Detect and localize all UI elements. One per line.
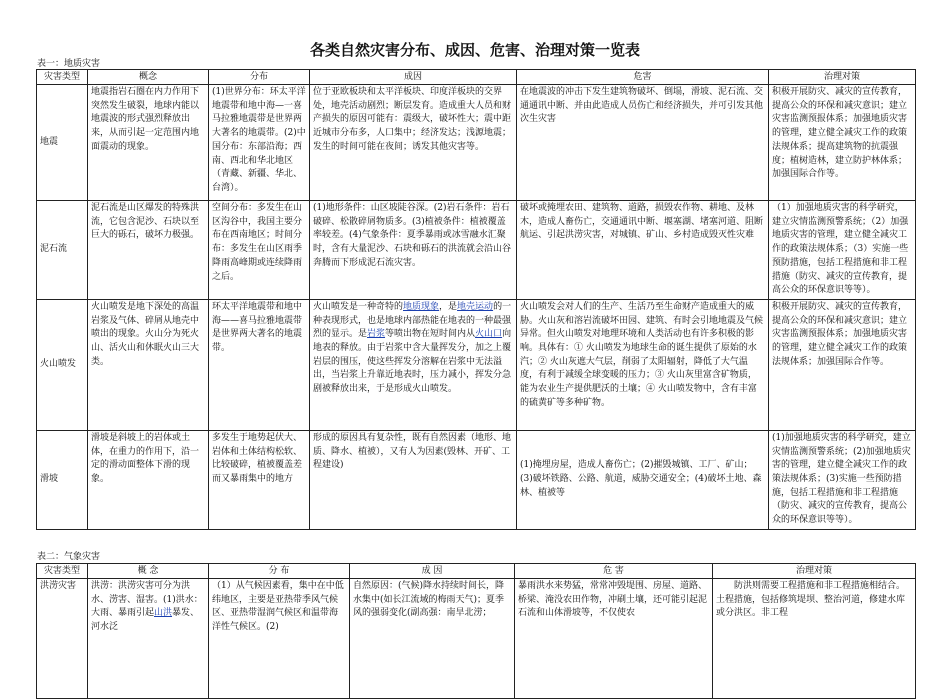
disaster-type: 地震	[37, 85, 88, 201]
cause-cell	[310, 299, 517, 430]
measures-cell: 积极开展防灾、减灾的宣传教育，提高公众的环保和减灾意识；建立灾害监测预报体系；加强地质灾害的管理，建立健全减灾工作的政策法规体系；加强国际合作等。	[769, 299, 916, 430]
concept-cell: 火山喷发是地下深处的高温岩浆及气体、碎屑从地壳中喷出的现象。火山分为死火山、活火山和休眠火山三大类。	[88, 299, 209, 430]
header-harm: 危 害	[515, 564, 713, 579]
distribution-cell: (1)世界分布：环太平洋地震带和地中海—一喜马拉雅地震带是世界两大著名的地震带。(2)中国分布：东部沿海；西南、西北和华北地区（青藏、新疆、华北、台湾）。	[209, 85, 310, 201]
header-cause: 成 因	[350, 564, 515, 579]
geology-link[interactable]: 地质现象	[403, 301, 440, 312]
disaster-type: 洪涝灾害	[37, 579, 88, 699]
harm-cell: 在地震波的冲击下发生建筑物破坏、倒塌，滑坡、泥石流、交通通讯中断、并由此造成人员伤亡和经济损失，并可引发其他次生灾害	[517, 85, 769, 201]
cause-cell: 自然原因：(气候)降水持续时间长，降水集中(如长江流域的梅雨天气)；夏季风的强弱变化(副高强：南旱北涝；	[350, 579, 515, 699]
disaster-type: 火山喷发	[37, 299, 88, 430]
concept-text: 洪涝：洪涝灾害可分为洪水、涝害、湿害。(1)洪水：大雨、暴雨引起	[91, 581, 203, 619]
distribution-cell: 多发生于地势起伏大、岩体和土体结构松软、比较破碎，植被覆盖差而又暴雨集中的地方	[209, 430, 310, 529]
measures-cell: （1）加强地质灾害的科学研究，建立灾情监测预警系统；（2）加强地质灾害的管理，建立健全减灾工作的政策法规体系；（3）实施一些预防措施，包括工程措施和非工程措施（防灾、减灾的宣传教育，提高公众的环保意识等等）。	[769, 201, 916, 300]
magma-link[interactable]: 岩浆	[367, 329, 386, 340]
disaster-type: 滑坡	[37, 430, 88, 529]
header-distribution: 分布	[209, 70, 310, 85]
cause-text: 火山喷发是一种奇特的	[313, 301, 404, 312]
harm-cell: 破坏或掩埋农田、建筑物、道路，损毁农作物、耕地、及林木，造成人畜伤亡，交通通讯中断、堰塞湖、堵塞河道、阻断航运、引起洪涝灾害，对城镇、矿山、乡村造成毁灭性灾难	[517, 201, 769, 300]
page-title: 各类自然灾害分布、成因、危害、治理对策一览表	[309, 41, 640, 59]
weather-table	[36, 563, 916, 699]
distribution-cell: （1）从气候因素看，集中在中低纬地区，主要是亚热带季风气候区、亚热带湿润气候区和温带海洋性气候区。(2)	[209, 579, 350, 699]
concept-text: 暴发、河水泛	[91, 608, 200, 633]
table2-caption: 表二：气象灾害	[37, 552, 101, 562]
table-row	[37, 579, 916, 699]
header-row	[37, 70, 916, 85]
table-row	[37, 201, 916, 300]
table-row	[37, 430, 916, 529]
header-type: 灾害类型	[37, 564, 88, 579]
distribution-cell: 空间分布：多发生在山区沟谷中，我国主要分布在西南地区；时间分布：多发生在山区雨季降雨高峰期或连续降雨之后。	[209, 201, 310, 300]
header-concept: 概 念	[88, 564, 209, 579]
measures-cell: 防洪则需要工程措施和非工程措施相结合。土程措施，包括修筑堤坝、整治河道，修建水库或分洪区。非工程	[713, 579, 916, 699]
distribution-cell: 环太平洋地震带和地中海——喜马拉雅地震带是世界两大著名的地震带。	[209, 299, 310, 430]
disaster-type: 泥石流	[37, 201, 88, 300]
concept-cell	[88, 579, 209, 699]
cause-cell: (1)地形条件：山区坡陡谷深。(2)岩石条件：岩石破碎、松散碎屑物质多。(3)植被条件：植被覆盖率较差。(4)气象条件：夏季暴雨或冰雪融水汇聚时，含有大量泥沙、石块和砾石的洪流就会沿山谷奔腾而下形成泥石流灾害。	[310, 201, 517, 300]
cause-text: ，是	[439, 301, 458, 312]
cause-text: 向地表的释放。由于岩浆中含大量挥发分，加之上覆岩层的围压，使这些挥发分溶解在岩浆中无法溢出，当岩浆上升靠近地表时，压力减小，挥发分急剧被释放出来，于是形成火山喷发。	[313, 329, 512, 395]
measures-cell: 积极开展防灾、减灾的宣传教育，提高公众的环保和减灾意识；建立灾害监测预报体系；加强地质灾害的管理，建立健全减灾工作的政策法规体系；提高建筑物的抗震强度；植树造林，建立防护林体系；加强国际合作等。	[769, 85, 916, 201]
cause-cell: 形成的原因具有复杂性，既有自然因素（地形、地质、降水、植被），又有人为因素(毁林、开矿、工程建设)	[310, 430, 517, 529]
concept-cell: 泥石流是山区爆发的特殊洪流，它包含泥沙、石块以至巨大的砾石，破坏力极强。	[88, 201, 209, 300]
flash-flood-link[interactable]: 山洪	[154, 608, 173, 619]
table-row	[37, 85, 916, 201]
table-row	[37, 299, 916, 430]
crater-link[interactable]: 火山口	[475, 329, 503, 340]
header-cause: 成因	[310, 70, 517, 85]
header-type: 灾害类型	[37, 70, 88, 85]
cause-cell: 位于亚欧板块和太平洋板块、印度洋板块的交界处，地壳活动剧烈；断层发育。造成重大人员和财产损失的原因可能有：震级大，破坏性大；震中距近城市分布多，人口集中；经济发达；浅源地震；发生的时间可能在夜间；诱发其他灾害等。	[310, 85, 517, 201]
harm-cell: 火山喷发会对人们的生产、生活乃至生命财产造成重大的威胁。火山灰和溶岩流破坏田园、建筑、有时会引地地震及气候异常。但火山喷发对地理环境和人类活动也有许多积极的影响。具体有：① 火山喷发为地球生命的诞生提供了原始的水汽；② 火山灰遮大气层，削弱了太阳辐射，降低了大气温度，有利于减缓全球变暖的压力；③ 火山灰里富含矿物质，能为农业生产提供肥沃的土壤；④ 火山喷发物中，含有丰富的硫黄矿等多种矿物。	[517, 299, 769, 430]
concept-cell: 滑坡是斜坡上的岩体或土体，在重力的作用下，沿一定的滑动面整体下滑的现象。	[88, 430, 209, 529]
geology-table	[36, 69, 916, 530]
header-distribution: 分 布	[209, 564, 350, 579]
cause-text: 的一种表现形式，也是地球内部热能在地表的一种最强烈的显示。是	[313, 301, 512, 340]
header-row	[37, 564, 916, 579]
header-concept: 概念	[88, 70, 209, 85]
harm-cell: (1)掩埋房屋，造成人畜伤亡；(2)摧毁城镇、工厂、矿山；(3)破坏铁路、公路、航道，威胁交通安全；(4)破坏土地、森林、植被等	[517, 430, 769, 529]
header-measures: 治理对策	[713, 564, 916, 579]
harm-cell: 暴雨洪水来势猛，常常冲毁堤围、房屋、道路、桥梁、淹没农田作物，冲刷土壤，还可能引起泥石流和山体滑坡等，不仅使农	[515, 579, 713, 699]
cause-text: 等喷出物在短时间内从	[385, 329, 476, 340]
concept-cell: 地震指岩石圈在内力作用下突然发生破裂，地球内能以地震波的形式强烈释放出来，从而引起一定范围内地面震动的现象。	[88, 85, 209, 201]
header-harm: 危害	[517, 70, 769, 85]
measures-cell: (1)加强地质灾害的科学研究，建立灾情监测预警系统；(2)加强地质灾害的管理，建立健全减灾工作的政策法规体系；(3)实施一些预防措施，包括工程措施和非工程措施（防灾、减灾的宣传教育，提高公众的环保意识等等）。	[769, 430, 916, 529]
table1-caption: 表一：地质灾害	[37, 59, 101, 69]
crust-movement-link[interactable]: 地壳运动	[457, 301, 494, 312]
header-measures: 治理对策	[769, 70, 916, 85]
